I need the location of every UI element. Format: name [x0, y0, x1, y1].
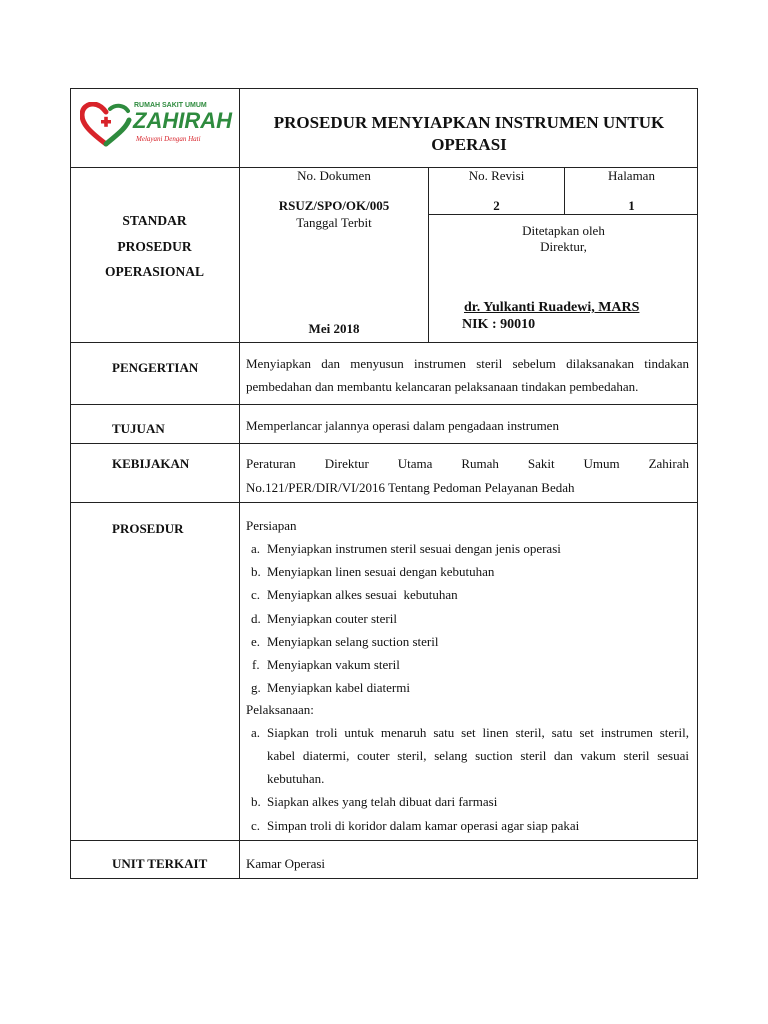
ditetapkan-line: Ditetapkan oleh — [522, 223, 605, 238]
hospital-logo — [80, 100, 230, 156]
list-marker: d. — [251, 610, 261, 626]
spo-label-line: STANDAR — [122, 213, 187, 228]
spo-label-line: OPERASIONAL — [104, 264, 204, 279]
kebijakan-line: No.121/PER/DIR/VI/2016 Tentang Pedoman Pelayanan Bedah — [246, 480, 575, 495]
persiapan-list — [246, 537, 689, 699]
divider — [70, 342, 698, 343]
list-item — [246, 560, 689, 583]
list-marker: c. — [251, 587, 261, 603]
list-item — [246, 630, 689, 653]
divider — [70, 443, 698, 444]
list-item — [246, 537, 689, 560]
logo-tagline: Melayani Dengan Hati — [136, 135, 201, 143]
list-marker: a. — [251, 541, 261, 556]
no-dokumen-value: RSUZ/SPO/OK/005 — [278, 198, 390, 213]
spo-label — [70, 208, 239, 285]
list-item-text: Menyiapkan instrumen steril sesuai dengan jenis operasi — [267, 541, 561, 556]
ditetapkan-oleh — [429, 223, 698, 255]
divider — [428, 214, 698, 215]
list-item — [246, 607, 689, 630]
list-item — [246, 583, 689, 606]
tujuan-label: TUJUAN — [112, 421, 165, 436]
signer-name: dr. Yulkanti Ruadewi, MARS — [464, 300, 640, 315]
no-revisi-label: No. Revisi — [468, 168, 525, 183]
persiapan-heading: Persiapan — [246, 518, 297, 533]
divider — [70, 404, 698, 405]
heart-cross-icon — [80, 102, 132, 148]
ditetapkan-line: Direktur, — [540, 239, 587, 254]
title-line: OPERASI — [431, 135, 507, 154]
no-revisi-value: 2 — [493, 198, 500, 213]
pengertian-line: pembedahan dan membantu kelancaran pelaksanaan tindakan pembedahan. — [246, 379, 639, 394]
document-title — [240, 112, 698, 156]
pengertian-label: PENGERTIAN — [112, 360, 199, 375]
kebijakan-line: Peraturan Direktur Utama Rumah Sakit Umum Zahirah — [246, 456, 689, 471]
list-item — [246, 676, 689, 699]
list-item — [246, 653, 689, 676]
list-item-text: Menyiapkan couter steril — [267, 610, 397, 626]
halaman-value: 1 — [628, 198, 635, 213]
divider — [70, 840, 698, 841]
list-item-text: Menyiapkan linen sesuai dengan kebutuhan — [267, 564, 495, 580]
list-item-text: Menyiapkan alkes sesuai kebutuhan — [267, 587, 458, 603]
tanggal-terbit-label: Tanggal Terbit — [296, 215, 372, 230]
list-marker: c. — [251, 818, 261, 833]
list-marker: b. — [251, 794, 261, 809]
pengertian-line: Menyiapkan dan menyusun instrumen steril sebelum dilaksanakan tindakan — [246, 356, 689, 371]
kebijakan-label: KEBIJAKAN — [112, 456, 190, 471]
list-marker: b. — [251, 564, 261, 580]
list-item-text: Menyiapkan vakum steril — [267, 657, 400, 673]
list-item-text: Menyiapkan kabel diatermi — [267, 680, 410, 696]
tujuan-text: Memperlancar jalannya operasi dalam pengadaan instrumen — [246, 418, 559, 433]
logo-name: ZAHIRAH — [133, 108, 232, 133]
unit-terkait-text: Kamar Operasi — [246, 856, 326, 871]
title-line: PROSEDUR MENYIAPKAN INSTRUMEN UNTUK — [273, 113, 665, 132]
list-item-text: Menyiapkan selang suction steril — [267, 633, 439, 649]
pelaksanaan-c-text: Simpan troli di koridor dalam kamar operasi agar siap pakai — [267, 818, 580, 833]
list-marker: f. — [252, 657, 260, 673]
spo-label-line: PROSEDUR — [117, 238, 192, 254]
list-marker: g. — [251, 680, 261, 696]
logo-top-text: RUMAH SAKIT UMUM — [134, 102, 207, 109]
prosedur-label: PROSEDUR — [112, 521, 184, 536]
pelaksanaan-a-line: Siapkan troli untuk menaruh satu set linen steril, satu set instrumen steril, — [267, 725, 689, 740]
list-marker: e. — [251, 633, 261, 649]
divider — [70, 502, 698, 503]
no-dokumen-label: No. Dokumen — [297, 168, 371, 183]
unit-terkait-label: UNIT TERKAIT — [112, 856, 208, 871]
pelaksanaan-a-line: kebutuhan. — [267, 771, 325, 786]
signer-nik: NIK : 90010 — [462, 317, 536, 332]
halaman-label: Halaman — [608, 168, 655, 183]
pelaksanaan-b-text: Siapkan alkes yang telah dibuat dari farmasi — [267, 794, 498, 809]
list-marker: a. — [251, 725, 261, 740]
pelaksanaan-a-line: kabel diatermi, couter steril, selang suction steril dan vakum steril sesuai — [267, 748, 689, 763]
pelaksanaan-heading: Pelaksanaan: — [246, 702, 314, 717]
tanggal-terbit-value: Mei 2018 — [308, 321, 360, 336]
